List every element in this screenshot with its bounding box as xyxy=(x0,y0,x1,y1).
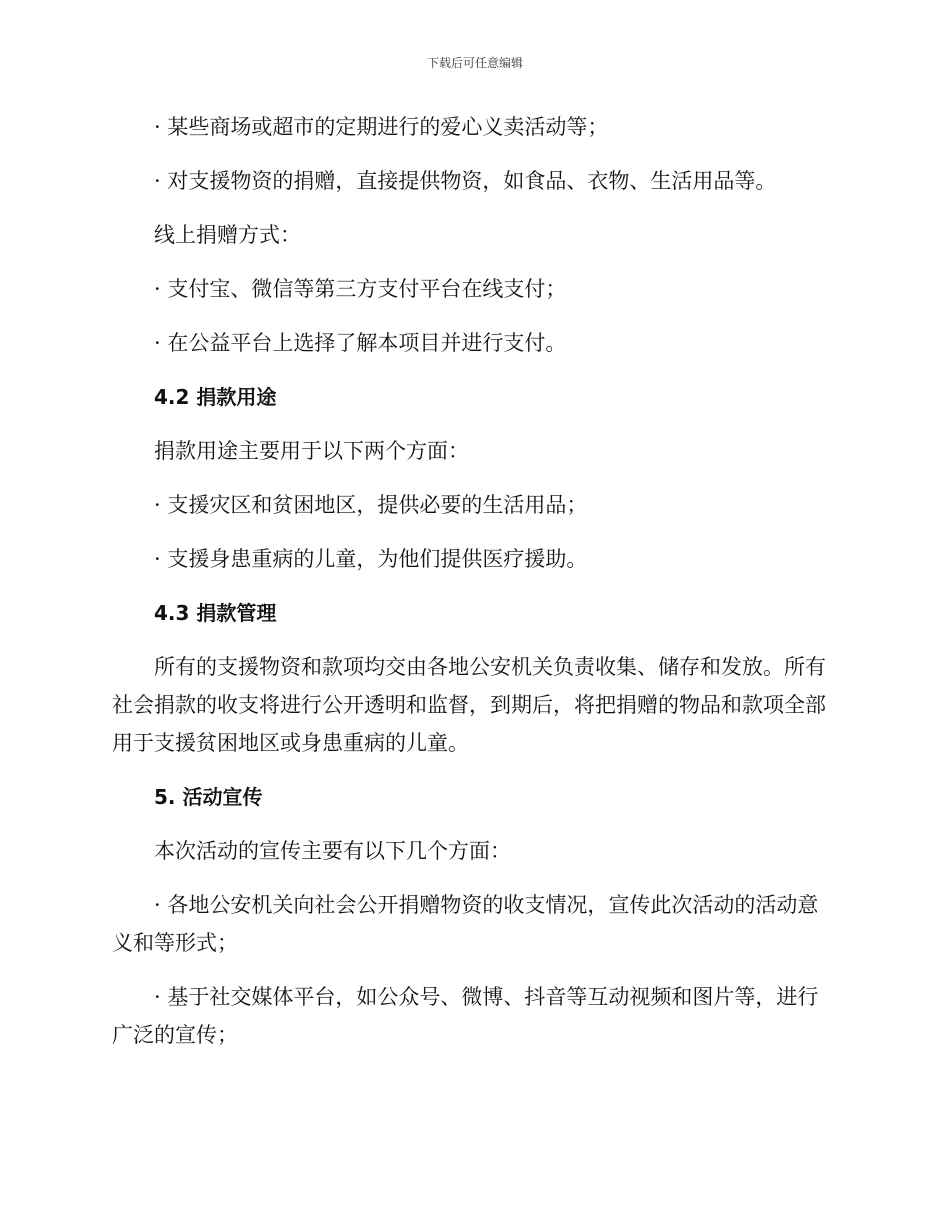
page-header-note: 下载后可任意编辑 xyxy=(426,56,523,70)
bullet-item: · 某些商场或超市的定期进行的爱心义卖活动等； xyxy=(154,115,609,139)
bullet-item: · 各地公安机关向社会公开捐赠物资的收支情况，宣传此次活动的活动意义和等形式； xyxy=(112,893,819,955)
bullet-item: · 支援身患重病的儿童，为他们提供医疗援助。 xyxy=(154,547,588,571)
bullet-item: · 基于社交媒体平台，如公众号、微博、抖音等互动视频和图片等，进行广泛的宣传； xyxy=(112,985,819,1047)
section-heading: 4.2 捐款用途 xyxy=(154,385,277,409)
bullet-item: · 在公益平台上选择了解本项目并进行支付。 xyxy=(154,331,567,355)
bullet-item: · 支援灾区和贫困地区，提供必要的生活用品； xyxy=(154,493,588,517)
section-heading: 5. 活动宣传 xyxy=(154,785,263,809)
paragraph: 捐款用途主要用于以下两个方面： xyxy=(154,439,469,463)
paragraph: 本次活动的宣传主要有以下几个方面： xyxy=(154,839,511,863)
paragraph: 线上捐赠方式： xyxy=(154,223,301,247)
bullet-item: · 对支援物资的捐赠，直接提供物资，如食品、衣物、生活用品等。 xyxy=(154,169,777,193)
bullet-item: · 支付宝、微信等第三方支付平台在线支付； xyxy=(154,277,567,301)
document-body xyxy=(112,108,832,1070)
section-heading: 4.3 捐款管理 xyxy=(154,601,277,625)
paragraph: 所有的支援物资和款项均交由各地公安机关负责收集、储存和发放。所有社会捐款的收支将进行公开透明和监督，到期后，将把捐赠的物品和款项全部用于支援贫困地区或身患重病的儿童。 xyxy=(112,655,826,755)
